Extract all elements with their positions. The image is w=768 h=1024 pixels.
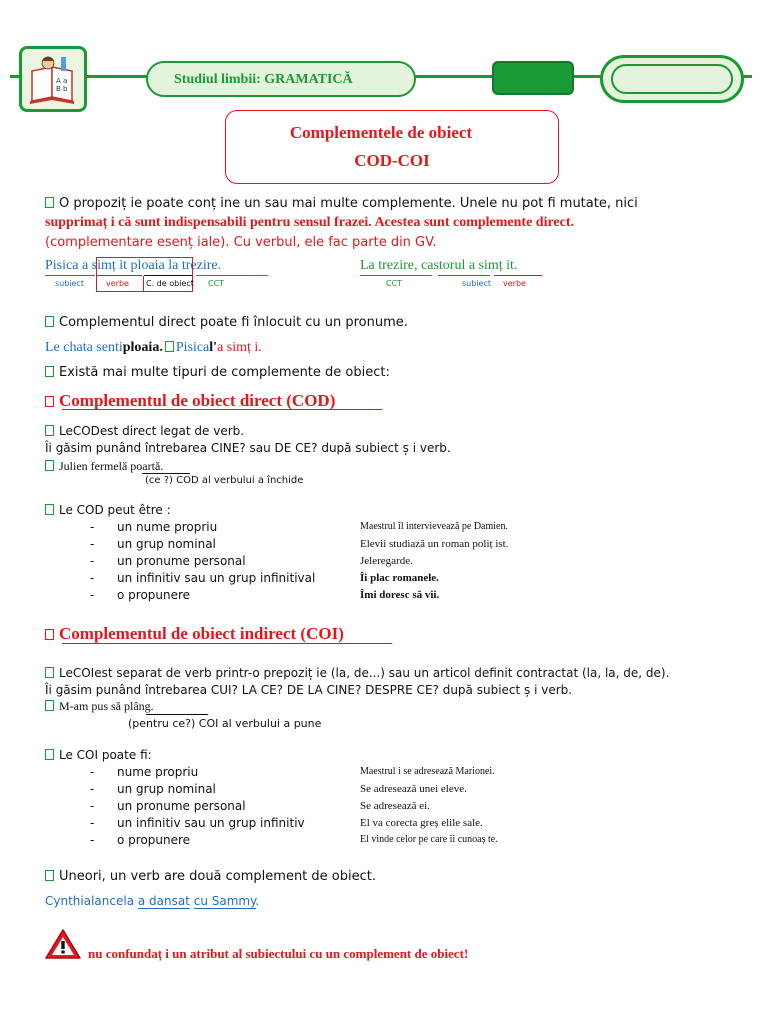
list-item-type: un nume propriu (117, 520, 218, 534)
cod-heading: Complementul de obiect direct (COD) (45, 391, 335, 411)
list-item-type: un grup nominal (117, 537, 216, 551)
bullet-icon (45, 366, 54, 377)
list-dash: - (90, 537, 95, 551)
types-intro: Există mai multe tipuri de complemente de obiect: (45, 365, 390, 380)
label-cct-2: CCT (386, 279, 403, 288)
page-subtitle: COD-COI (354, 151, 430, 170)
page-title: Complementele de obiect (289, 123, 473, 142)
coi-heading: Complementul de obiect indirect (COI) (45, 624, 344, 644)
example-2-sentence: La trezire, castorul a simț it. (360, 258, 518, 273)
double-example: Cynthialancela a dansat cu Sammy. (45, 894, 260, 908)
list-item-example: El va corecta greș elile sale. (360, 817, 483, 829)
bullet-icon (45, 425, 54, 436)
cod-example: Julien fermelă poartă. (45, 459, 163, 474)
bullet-icon (45, 700, 54, 711)
list-item-type: un pronume personal (117, 554, 246, 568)
list-item-example: Se adresează unei eleve. (360, 783, 467, 795)
list-item-example: El vinde celor pe care îi cunoaș te. (360, 834, 498, 845)
list-dash: - (90, 816, 95, 830)
list-item-type: nume propriu (117, 765, 199, 779)
label-subject: subiect (55, 279, 84, 288)
bullet-icon (45, 396, 54, 407)
underline-subject (45, 275, 95, 276)
pronoun-text: Complementul direct poate fi înlocuit cu un pronume. (45, 315, 408, 330)
cod-note: (ce ?) COD al verbului a închide (145, 475, 304, 486)
coi-heading-underline (62, 643, 392, 644)
list-item-example: Se adresează ei. (360, 800, 430, 812)
list-dash: - (90, 765, 95, 779)
label-object: C. de obiect (146, 279, 194, 288)
list-item-type: o propunere (117, 588, 191, 602)
example-1-sentence: Pisica a simț it ploaia la trezire. (45, 258, 222, 273)
underline-cct-2 (360, 275, 432, 276)
intro-line-3: (complementare esenț iale). Cu verbul, ele fac parte din GV. (45, 235, 437, 250)
bullet-icon (45, 316, 54, 327)
list-item-example: Elevii studiază un roman poliț ist. (360, 538, 509, 550)
coi-note: (pentru ce?) COI al verbului a pune (128, 717, 322, 730)
list-dash: - (90, 554, 95, 568)
bullet-icon (45, 749, 54, 760)
cod-example-underline (142, 473, 190, 474)
bullet-icon (45, 197, 54, 208)
label-subject-2: subiect (462, 279, 491, 288)
bullet-icon (45, 629, 54, 640)
intro-line-1: O propoziț ie poate conț ine un sau mai multe complemente. Unele nu pot fi mutate, nici (45, 196, 638, 211)
underline-cct (196, 275, 268, 276)
list-dash: - (90, 799, 95, 813)
title-box (225, 110, 559, 184)
list-item-type: un infinitiv sau un grup infinitiv (117, 816, 305, 830)
list-item-type: o propunere (117, 833, 191, 847)
list-item-example: Îmi doresc să vii. (360, 589, 440, 601)
warning-icon (44, 928, 82, 960)
book-letters: A a B b (56, 77, 68, 93)
list-item-example: Maestrul îl intervievează pe Damien. (360, 521, 508, 532)
bullet-icon (45, 870, 54, 881)
oval-panel (600, 55, 744, 103)
cod-def-1: LeCODest direct legat de verb. (45, 424, 244, 438)
bullet-icon (165, 341, 174, 352)
label-verb-2: verbe (503, 279, 526, 288)
label-cct: CCT (208, 279, 225, 288)
breadcrumb: Studiul limbii: GRAMATICĂ (174, 72, 353, 87)
list-dash: - (90, 588, 95, 602)
list-item-example: Maestrul i se adresează Marionei. (360, 766, 495, 777)
bullet-icon (45, 460, 54, 471)
coi-list-title: Le COI poate fi: (45, 748, 152, 762)
list-item-type: un pronume personal (117, 799, 246, 813)
coi-example-underline (146, 714, 208, 715)
book-icon (22, 49, 84, 109)
book-logo (19, 46, 87, 112)
cod-def-2: Îi găsim punând întrebarea CINE? sau DE CE? după subiect ș i verb. (45, 441, 451, 455)
list-dash: - (90, 833, 95, 847)
bullet-icon (45, 667, 54, 678)
list-dash: - (90, 520, 95, 534)
verb-object-divider (143, 276, 144, 292)
pronoun-example: Le chata sentiploaia. Pisical'a simț i. (45, 340, 262, 355)
coi-def-1: LeCOIest separat de verb printr-o prepoziț ie (la, de...) sau un articol definit contractat (la, la, de, de). (45, 666, 669, 680)
underline-verb-2 (494, 275, 542, 276)
green-tab (492, 61, 574, 95)
breadcrumb-panel (146, 61, 416, 97)
list-item-example: Jeleregarde. (360, 555, 413, 567)
label-verb: verbe (106, 279, 129, 288)
coi-example: M-am pus să plâng. (45, 699, 154, 714)
coi-def-2: Îi găsim punând întrebarea CUI? LA CE? DE LA CINE? DESPRE CE? după subiect ș i verb. (45, 683, 573, 697)
list-item-type: un grup nominal (117, 782, 216, 796)
list-item-example: Îi plac romanele. (360, 572, 439, 584)
underline-subject-2 (438, 275, 490, 276)
list-item-type: un infinitiv sau un grup infinitival (117, 571, 316, 585)
cod-list-title: Le COD peut être : (45, 503, 171, 517)
cod-heading-underline (62, 409, 382, 410)
warning-text: nu confundaț i un atribut al subiectului cu un complement de obiect! (88, 946, 469, 961)
intro-line-2: supprimaț i că sunt indispensabili pentru sensul frazei. Acestea sunt complemente direct. (45, 215, 575, 230)
double-text: Uneori, un verb are două complement de obiect. (45, 869, 376, 884)
bullet-icon (45, 504, 54, 515)
list-dash: - (90, 571, 95, 585)
list-dash: - (90, 782, 95, 796)
